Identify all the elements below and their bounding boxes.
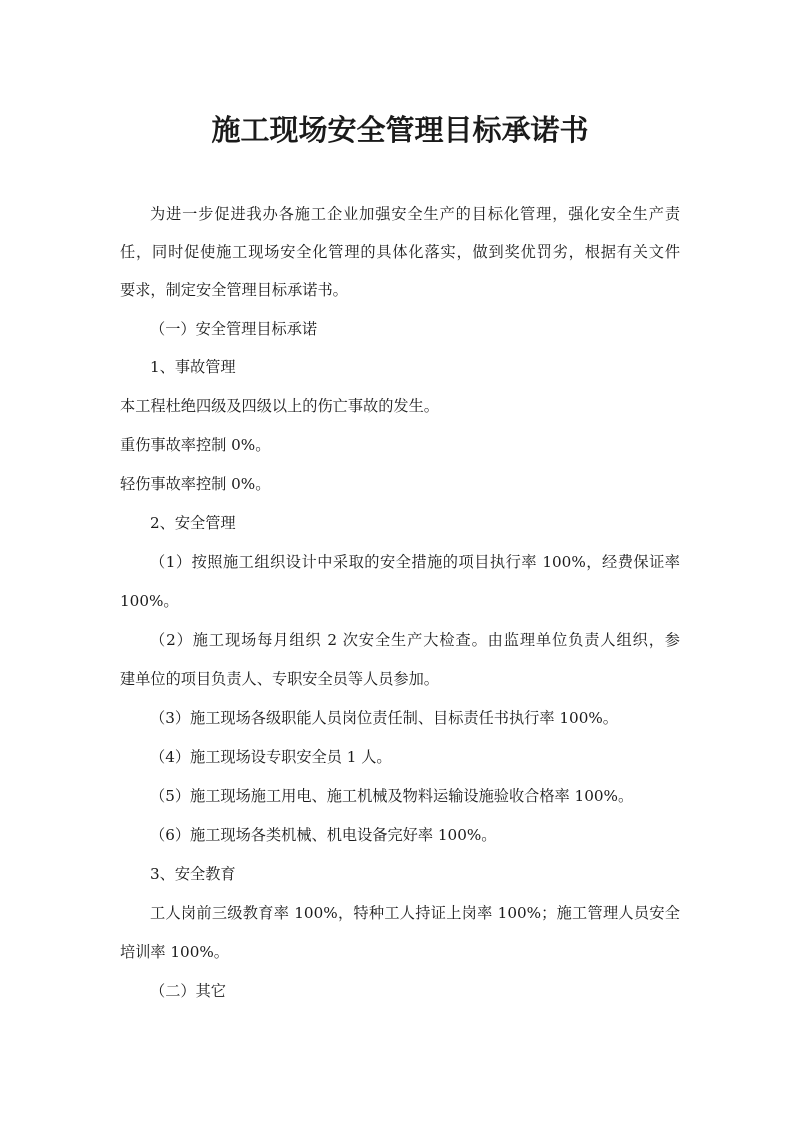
subsection-heading-accident: 1、事故管理	[150, 358, 236, 376]
section-heading-1: （一）安全管理目标承诺	[150, 320, 318, 338]
list-item: （1）按照施工组织设计中采取的安全措施的项目执行率 100%，经费保证率	[150, 553, 680, 571]
paragraph-line: 本工程杜绝四级及四级以上的伤亡事故的发生。	[120, 397, 439, 415]
paragraph-line: 培训率 100%。	[120, 943, 229, 961]
list-item: （3）施工现场各级职能人员岗位责任制、目标责任书执行率 100%。	[150, 709, 618, 727]
paragraph-line: 轻伤事故率控制 0%。	[120, 475, 271, 493]
paragraph-line: 任，同时促使施工现场安全化管理的具体化落实，做到奖优罚劣，根据有关文件	[120, 243, 680, 261]
section-heading-2: （二）其它	[150, 982, 226, 1000]
list-item: （5）施工现场施工用电、施工机械及物料运输设施验收合格率 100%。	[150, 787, 634, 805]
list-item-continuation: 建单位的项目负责人、专职安全员等人员参加。	[120, 670, 439, 688]
list-item-continuation: 100%。	[120, 592, 179, 610]
subsection-heading-safety: 2、安全管理	[150, 514, 236, 532]
paragraph-line: 为进一步促进我办各施工企业加强安全生产的目标化管理，强化安全生产责	[150, 205, 680, 223]
document-title: 施工现场安全管理目标承诺书	[211, 113, 589, 147]
paragraph-line: 要求，制定安全管理目标承诺书。	[120, 281, 348, 299]
paragraph-line: 重伤事故率控制 0%。	[120, 436, 271, 454]
list-item: （2）施工现场每月组织 2 次安全生产大检查。由监理单位负责人组织，参	[150, 631, 680, 649]
paragraph-line: 工人岗前三级教育率 100%，特种工人持证上岗率 100%；施工管理人员安全	[150, 904, 680, 922]
subsection-heading-education: 3、安全教育	[150, 865, 236, 883]
list-item: （4）施工现场设专职安全员 1 人。	[150, 748, 392, 766]
list-item: （6）施工现场各类机械、机电设备完好率 100%。	[150, 826, 497, 844]
